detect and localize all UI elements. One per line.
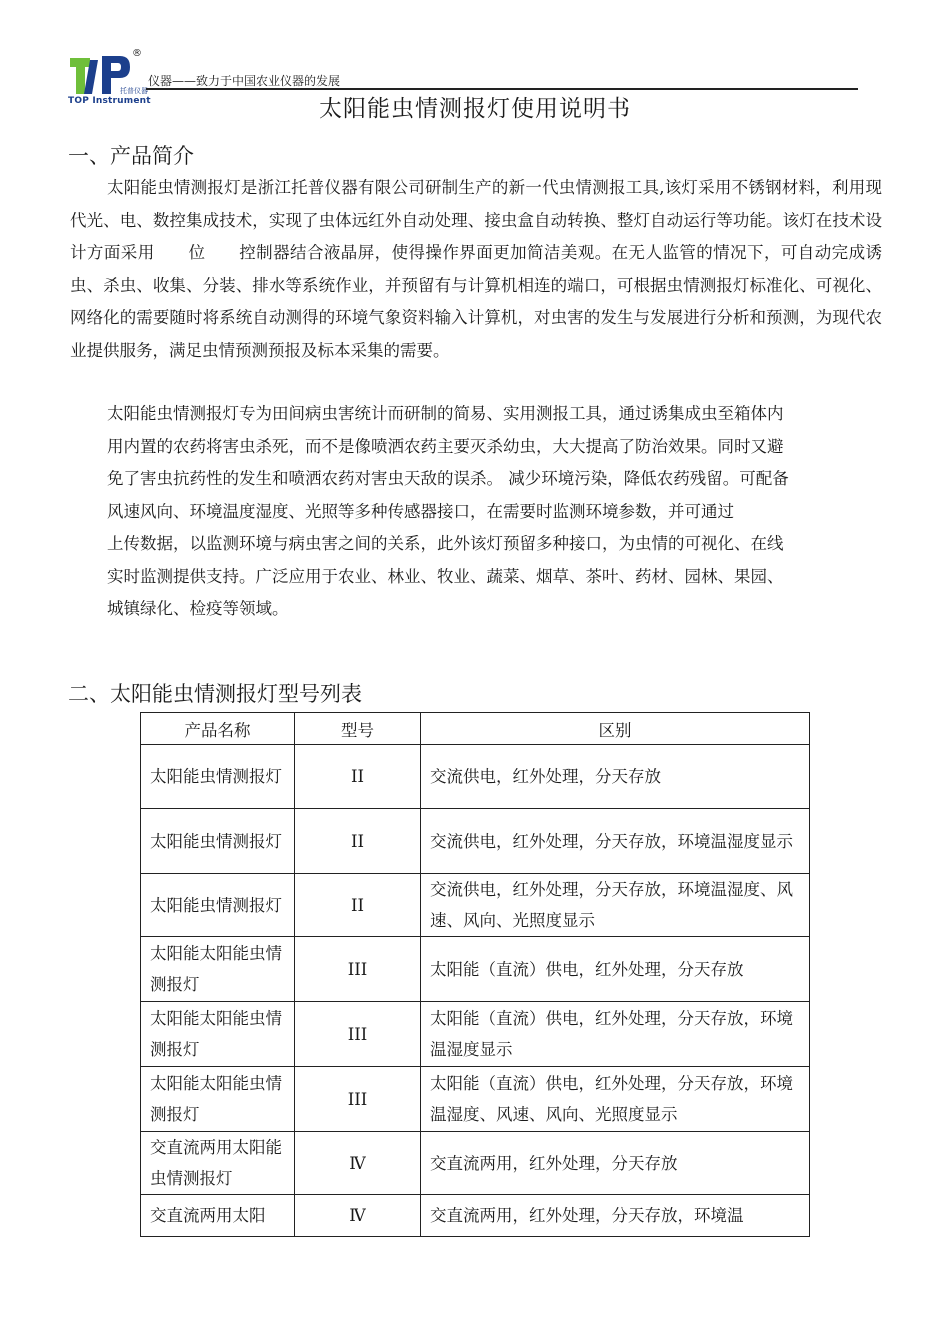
cell-model: III <box>295 1067 421 1132</box>
cell-model: III <box>295 1002 421 1067</box>
cell-name: 交直流两用太阳能虫情测报灯 <box>141 1132 295 1195</box>
cell-name: 交直流两用太阳 <box>141 1195 295 1237</box>
table-header-row <box>141 713 810 745</box>
document-title: 太阳能虫情测报灯使用说明书 <box>319 96 631 122</box>
table-row <box>141 1132 810 1195</box>
cell-difference: 太阳能（直流）供电，红外处理，分天存放，环境温湿度、风速、风向、光照度显示 <box>421 1067 810 1132</box>
table-row <box>141 1067 810 1132</box>
logo-chinese-name: 托普仪器 <box>120 87 148 95</box>
cell-difference: 交直流两用，红外处理，分天存放，环境温 <box>421 1195 810 1237</box>
cell-name: 太阳能虫情测报灯 <box>141 745 295 809</box>
logo-company-en: TOP Instrument <box>68 96 151 106</box>
cell-difference: 交直流两用，红外处理，分天存放 <box>421 1132 810 1195</box>
table-row <box>141 874 810 937</box>
paragraph-line: 太阳能虫情测报灯专为田间病虫害统计而研制的简易、实用测报工具，通过诱集成虫至箱体内 <box>107 404 784 423</box>
cell-difference: 交流供电，红外处理，分天存放，环境温湿度显示 <box>421 809 810 874</box>
table-row <box>141 937 810 1002</box>
cell-model: III <box>295 937 421 1002</box>
cell-model: Ⅳ <box>295 1132 421 1195</box>
paragraph-line: 免了害虫抗药性的发生和喷洒农药对害虫天敌的误杀。 减少环境污染，降低农药残留。可配备 <box>107 469 789 488</box>
cell-difference: 交流供电，红外处理，分天存放，环境温湿度、风速、风向、光照度显示 <box>421 874 810 937</box>
cell-model: II <box>295 745 421 809</box>
column-header-model: 型号 <box>295 713 421 745</box>
cell-name: 太阳能太阳能虫情测报灯 <box>141 1002 295 1067</box>
cell-model: II <box>295 874 421 937</box>
paragraph-line: 上传数据，以监测环境与病虫害之间的关系，此外该灯预留多种接口，为虫情的可视化、在线 <box>107 534 784 553</box>
model-table <box>140 712 810 1237</box>
section-heading-intro: 一、产品简介 <box>68 144 194 168</box>
cell-name: 太阳能太阳能虫情测报灯 <box>141 937 295 1002</box>
paragraph-line: 风速风向、环境温度湿度、光照等多种传感器接口，在需要时监测环境参数，并可通过 <box>107 501 734 521</box>
cell-difference: 交流供电，红外处理，分天存放 <box>421 745 810 809</box>
table-row <box>141 1195 810 1237</box>
cell-model: Ⅳ <box>295 1195 421 1237</box>
column-header-name: 产品名称 <box>141 713 295 745</box>
paragraph-line: 实时监测提供支持。广泛应用于农业、林业、牧业、蔬菜、烟草、茶叶、药材、园林、果园、 <box>107 566 784 586</box>
header-tagline: 仪器——致力于中国农业仪器的发展 <box>148 74 341 88</box>
cell-difference: 太阳能（直流）供电，红外处理，分天存放，环境温湿度显示 <box>421 1002 810 1067</box>
cell-difference: 太阳能（直流）供电，红外处理，分天存放 <box>421 937 810 1002</box>
intro-paragraph-2 <box>107 398 883 626</box>
cell-name: 太阳能虫情测报灯 <box>141 809 295 874</box>
cell-name: 太阳能虫情测报灯 <box>141 874 295 937</box>
paragraph-text: 太阳能虫情测报灯是浙江托普仪器有限公司研制生产的新一代虫情测报工具,该灯采用不锈钢材料，利用现代光、电、数控集成技术，实现了虫体远红外自动处理、接虫盒自动转换、整灯自动运行等功能。该灯在技术设计方面采用 位 控制器结合液晶屏，使得操作界面更加简洁美观。在无人监管的情况下，可自动完成诱虫、杀虫、收集、分装、排水等系统作业，并预留有与计算机相连的端口，可根据虫情测报灯标准化、可视化、网络化的需要随时将系统自动测得的环境气象资料输入计算机，对虫害的发生与发展进行分析和预测，为现代农业提供服务，满足虫情预测预报及标本采集的需要。 <box>70 178 882 360</box>
cell-model: II <box>295 809 421 874</box>
table-row <box>141 745 810 809</box>
column-header-difference: 区别 <box>421 713 810 745</box>
paragraph-line: 城镇绿化、检疫等领域。 <box>107 599 289 618</box>
registered-mark: ® <box>132 48 142 59</box>
table-row <box>141 809 810 874</box>
cell-name: 太阳能太阳能虫情测报灯 <box>141 1067 295 1132</box>
intro-paragraph-1 <box>70 172 882 367</box>
section-heading-models: 二、太阳能虫情测报灯型号列表 <box>68 682 362 706</box>
paragraph-line: 用内置的农药将害虫杀死，而不是像喷洒农药主要灭杀幼虫，大大提高了防治效果。同时又避 <box>107 436 784 456</box>
table-row <box>141 1002 810 1067</box>
